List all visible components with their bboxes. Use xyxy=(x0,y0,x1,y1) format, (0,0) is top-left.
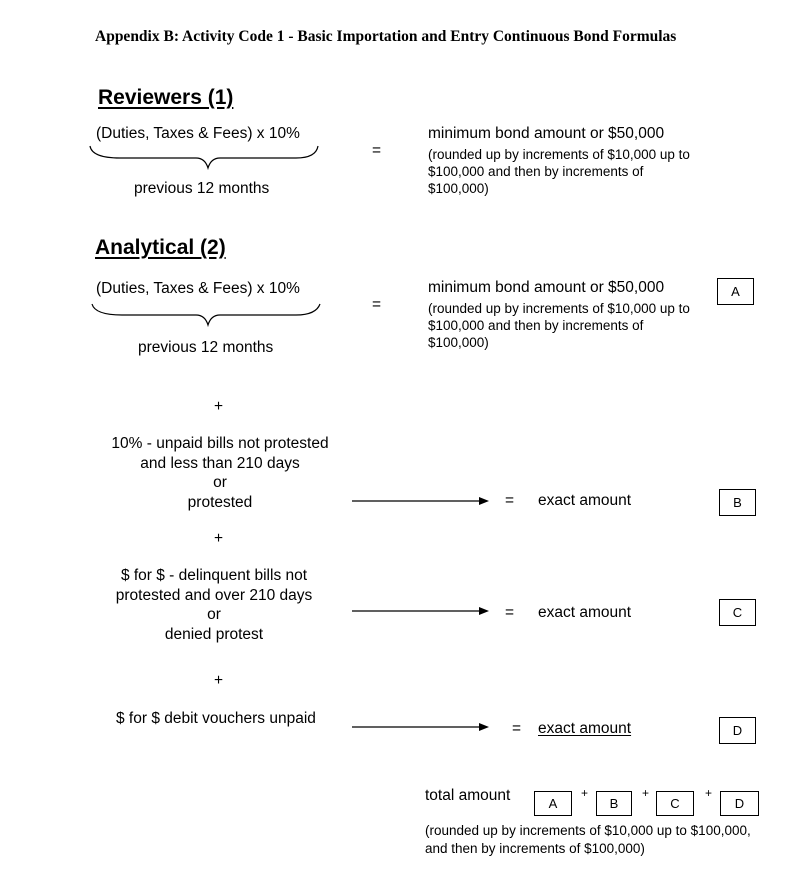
page-title: Appendix B: Activity Code 1 - Basic Importation and Entry Continuous Bond Formulas xyxy=(95,28,677,45)
plus-sign-2: + xyxy=(214,530,224,547)
term-b-result: exact amount xyxy=(538,492,632,509)
reviewers-result-note-1: (rounded up by increments of $10,000 up to xyxy=(428,147,690,162)
total-box-b: B xyxy=(596,791,632,816)
analytical-period: previous 12 months xyxy=(138,339,274,356)
term-d-equals: = xyxy=(512,720,522,737)
total-box-a: A xyxy=(534,791,572,816)
term-c-line-1: $ for $ - delinquent bills not xyxy=(120,567,308,584)
plus-sign-3: + xyxy=(214,672,224,689)
reviewers-heading: Reviewers (1) xyxy=(98,86,234,109)
analytical-result-note-2: $100,000 and then by increments of xyxy=(428,318,644,333)
analytical-heading: Analytical (2) xyxy=(95,236,226,259)
term-b-line-2: and less than 210 days xyxy=(140,454,300,472)
analytical-formula: (Duties, Taxes & Fees) x 10% xyxy=(96,280,300,297)
total-box-d: D xyxy=(720,791,759,816)
term-b-line-3: or xyxy=(213,474,227,491)
total-plus-2: + xyxy=(642,786,650,800)
total-note-1: (rounded up by increments of $10,000 up to $100,000, xyxy=(425,823,751,838)
term-c-line-2: protested and over 210 days xyxy=(115,586,313,604)
term-b-equals: = xyxy=(505,492,515,509)
box-c: C xyxy=(719,599,756,626)
total-label: total amount xyxy=(425,787,511,804)
term-c-line-4: denied protest xyxy=(164,625,264,643)
box-a: A xyxy=(717,278,754,305)
analytical-result-main: minimum bond amount or $50,000 xyxy=(428,279,665,296)
term-b-line-1: 10% - unpaid bills not protested xyxy=(111,435,329,452)
term-d-result: exact amount xyxy=(538,720,632,737)
reviewers-result-note-2: $100,000 and then by increments of xyxy=(428,164,644,179)
box-d: D xyxy=(719,717,756,744)
term-b-line-4: protested xyxy=(187,493,253,511)
reviewers-result-main: minimum bond amount or $50,000 xyxy=(428,125,665,142)
reviewers-period: previous 12 months xyxy=(134,180,270,197)
reviewers-formula: (Duties, Taxes & Fees) x 10% xyxy=(96,125,300,142)
total-plus-1: + xyxy=(581,786,589,800)
term-c-line-3: or xyxy=(207,606,221,623)
reviewers-equals: = xyxy=(372,142,382,159)
plus-sign-1: + xyxy=(214,398,224,415)
reviewers-result-note-3: $100,000) xyxy=(428,181,489,196)
box-b: B xyxy=(719,489,756,516)
analytical-result-note-1: (rounded up by increments of $10,000 up to xyxy=(428,301,690,316)
total-note-2: and then by increments of $100,000) xyxy=(425,841,645,856)
term-d-line-1: $ for $ debit vouchers unpaid xyxy=(116,710,316,727)
total-box-c: C xyxy=(656,791,694,816)
total-plus-3: + xyxy=(705,786,713,800)
term-c-equals: = xyxy=(505,604,515,621)
analytical-equals: = xyxy=(372,296,382,313)
term-c-result: exact amount xyxy=(538,604,632,621)
analytical-result-note-3: $100,000) xyxy=(428,335,489,350)
